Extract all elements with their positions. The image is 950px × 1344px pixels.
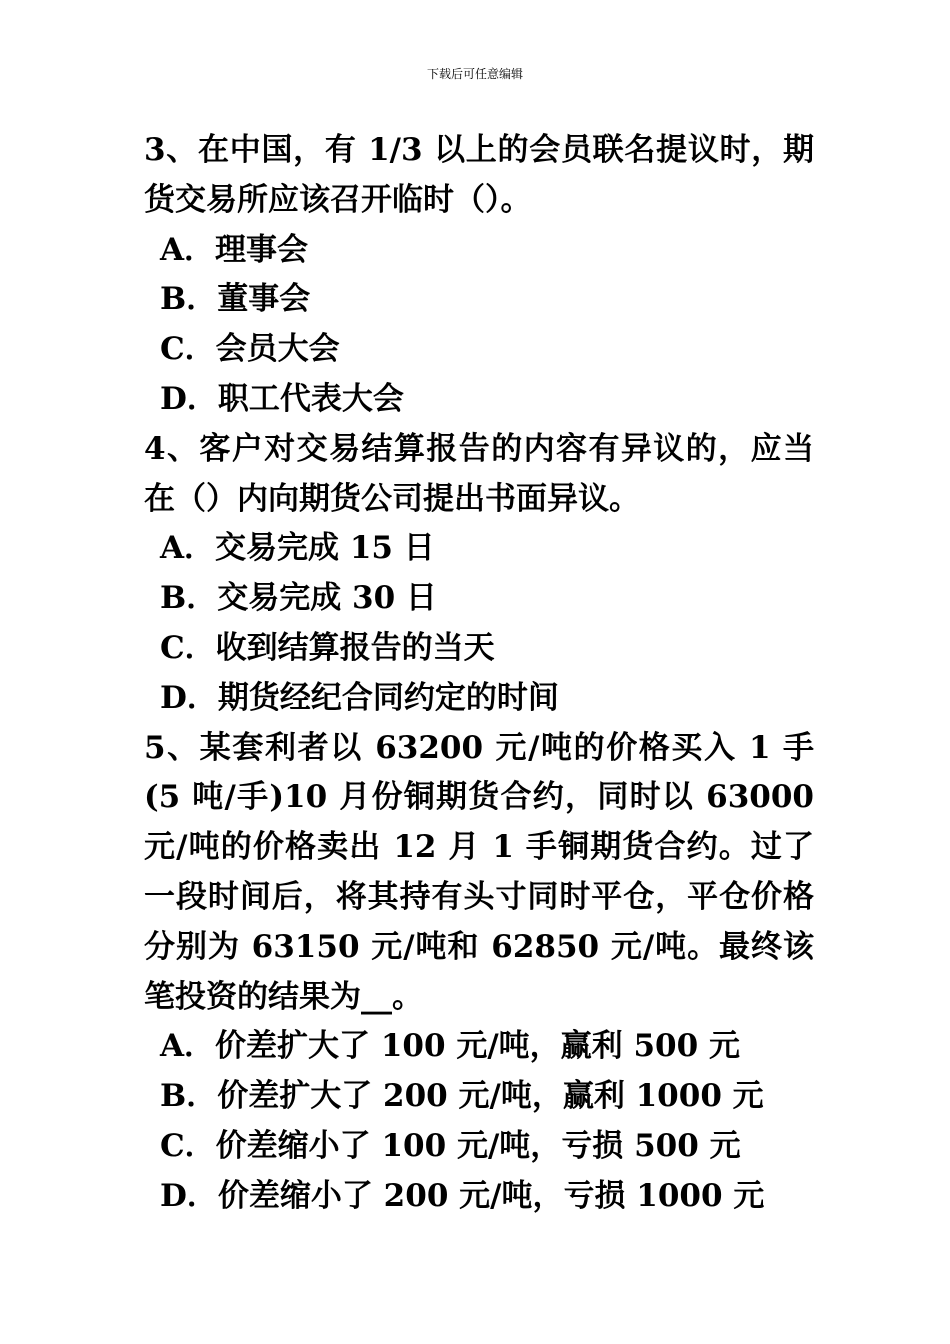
option-a: A．交易完成 15 日	[160, 530, 435, 567]
question-4	[144, 425, 814, 724]
question-stem: 3、在中国，有 1/3 以上的会员联名提议时，期货交易所应该召开临时（）。	[144, 132, 814, 218]
option-d: D．职工代表大会	[160, 380, 404, 417]
option-a: A．价差扩大了 100 元/吨，赢利 500 元	[160, 1028, 740, 1065]
question-stem: 4、客户对交易结算报告的内容有异议的，应当在（）内向期货公司提出书面异议。	[144, 430, 814, 517]
option-d: D．价差缩小了 200 元/吨，亏损 1000 元	[160, 1177, 765, 1214]
question-3	[144, 126, 814, 425]
option-d: D．期货经纪合同约定的时间	[160, 679, 559, 716]
option-b: B．董事会	[160, 281, 311, 318]
option-c: C．收到结算报告的当天	[160, 629, 495, 666]
document-body	[144, 126, 814, 1222]
option-c: C．会员大会	[160, 331, 340, 368]
option-b: B．交易完成 30 日	[160, 580, 437, 617]
question-5	[144, 724, 814, 1222]
question-stem: 5、某套利者以 63200 元/吨的价格买入 1 手(5 吨/手)10 月份铜期货合约，同时以 63000 元/吨的价格卖出 12 月 1 手铜期货合约。过了一段时间后，将其持有头寸同时平仓，平仓价格分别为 63150 元/吨和 62850 元/吨。最终该笔投资的结果为__。	[144, 729, 814, 1015]
option-a: A．理事会	[160, 231, 309, 268]
page-header: 下载后可任意编辑	[426, 67, 523, 81]
option-b: B．价差扩大了 200 元/吨，赢利 1000 元	[160, 1078, 764, 1115]
option-c: C．价差缩小了 100 元/吨，亏损 500 元	[160, 1127, 741, 1164]
